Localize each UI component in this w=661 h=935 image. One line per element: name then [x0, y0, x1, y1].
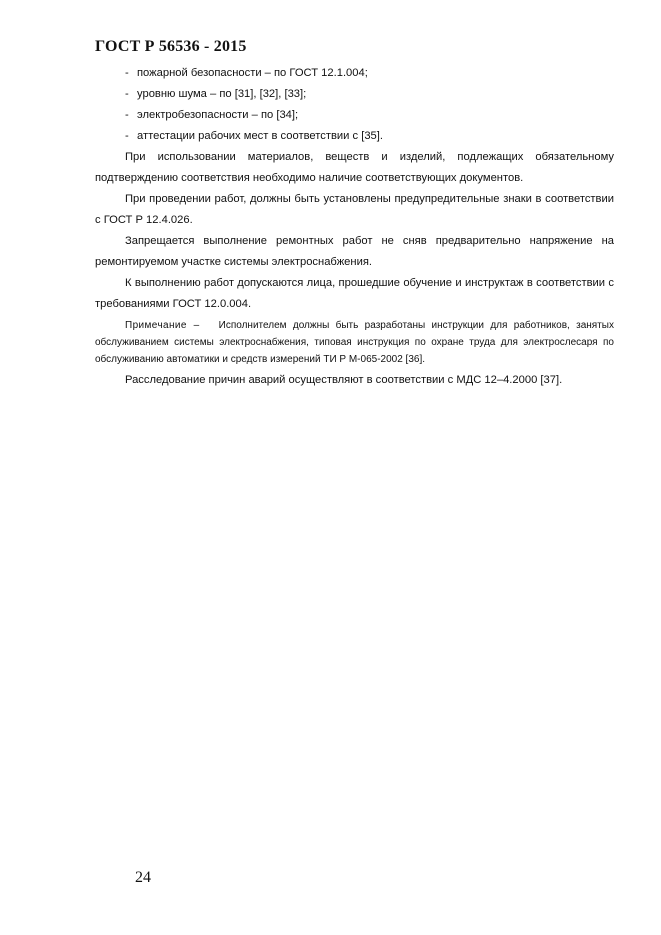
paragraph-certification: При использовании материалов, веществ и изделий, подлежащих обязательному подтверждению соответствия необходимо наличие соответствующих документов. — [95, 151, 614, 184]
note-block — [95, 317, 614, 368]
page-number: 24 — [135, 869, 151, 886]
list-item-text: пожарной безопасности – по ГОСТ 12.1.004; — [137, 67, 368, 79]
note-label: Примечание – — [125, 320, 200, 331]
list-item — [95, 126, 614, 147]
list-item-text: электробезопасности – по [34]; — [137, 109, 299, 121]
list-dash: - — [125, 88, 129, 100]
list-item-text: уровню шума – по [31], [32], [33]; — [137, 88, 307, 100]
list-item — [95, 84, 614, 105]
paragraph-warning-signs: При проведении работ, должны быть установлены предупредительные знаки в соответствии с ГОСТ Р 12.4.026. — [95, 193, 614, 226]
document-header: ГОСТ Р 56536 - 2015 — [95, 38, 247, 55]
note-text: Исполнителем должны быть разработаны инструкции для работников, занятых обслуживанием системы электроснабжения, типовая инструкция по охране труда для электрослесаря по обслуживанию автоматики и средств измерений ТИ Р М-065-2002 [36]. — [95, 320, 614, 365]
list-dash: - — [125, 130, 129, 142]
list-dash: - — [125, 67, 129, 79]
list-dash: - — [125, 109, 129, 121]
list-item — [95, 105, 614, 126]
page-content — [95, 63, 614, 391]
list-item — [95, 63, 614, 84]
paragraph-personnel-admission: К выполнению работ допускаются лица, прошедшие обучение и инструктаж в соответствии с требованиями ГОСТ 12.0.004. — [95, 277, 614, 310]
paragraph-repair-prohibition: Запрещается выполнение ремонтных работ не сняв предварительно напряжение на ремонтируемом участке системы электроснабжения. — [95, 235, 614, 268]
paragraph-accident-investigation: Расследование причин аварий осуществляют в соответствии с МДС 12–4.2000 [37]. — [125, 374, 563, 386]
list-item-text: аттестации рабочих мест в соответствии с [35]. — [137, 130, 383, 142]
